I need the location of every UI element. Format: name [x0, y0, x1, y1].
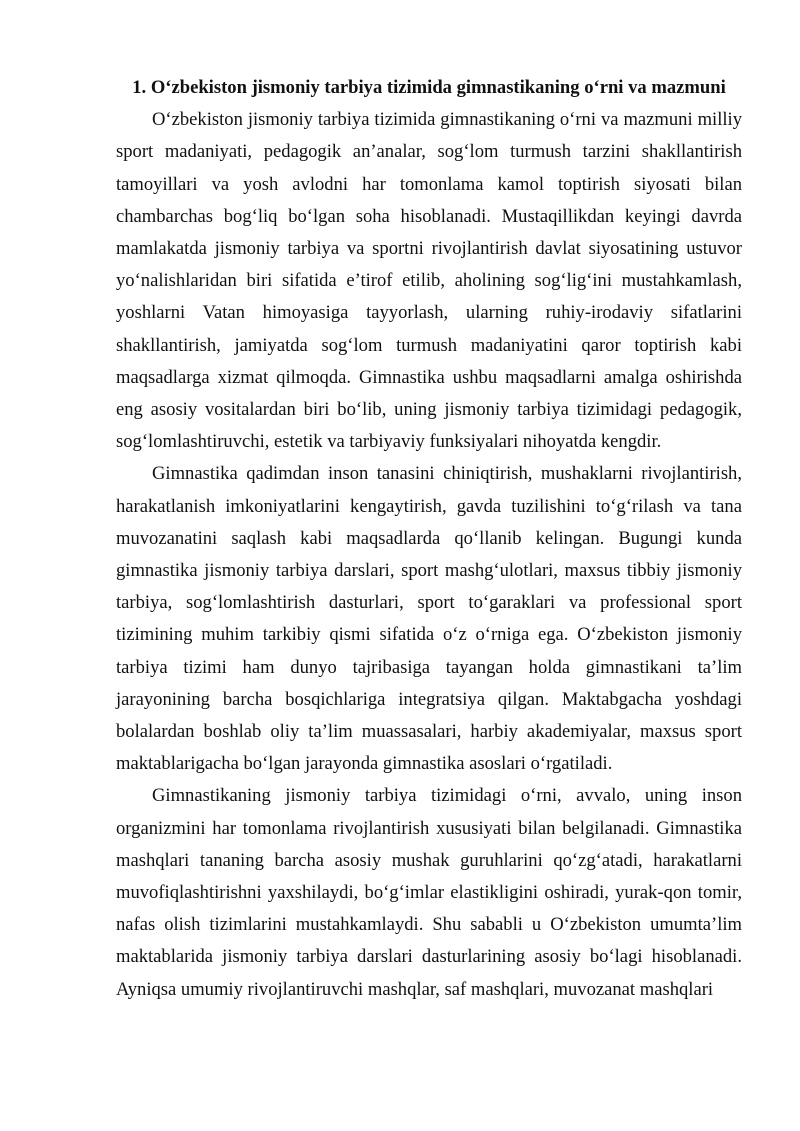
section-heading: 1. O‘zbekiston jismoniy tarbiya tizimida gimnastikaning o‘rni va mazmuni: [132, 77, 726, 98]
paragraph-2: Gimnastika qadimdan inson tanasini chiniqtirish, mushaklarni rivojlantirish, harakatlanish imkoniyatlarini kengaytirish, gavda tuzilishini to‘g‘rilash va tana muvozanatini saqlash kabi maqsadlarda qo‘llanib kelingan. Bugungi kunda gimnastika jismoniy tarbiya darslari, sport mashg‘ulotlari, maxsus tibbiy jismoniy tarbiya, sog‘lomlashtirish dasturlari, sport to‘garaklari va professional sport tizimining muhim tarkibiy qismi sifatida o‘z o‘rniga ega. O‘zbekiston jismoniy tarbiya tizimi ham dunyo tajribasiga tayangan holda gimnastikani ta’lim jarayonining barcha bosqichlariga integratsiya qilgan. Maktabgacha yoshdagi bolalardan boshlab oliy ta’lim muassasalari, harbiy akademiyalar, maxsus sport maktablarigacha bo‘lgan jarayonda gimnastika asoslari o‘rgatiladi.: [116, 463, 742, 775]
document-body: [116, 72, 742, 1006]
paragraph-3: Gimnastikaning jismoniy tarbiya tizimidagi o‘rni, avvalo, uning inson organizmini har tomonlama rivojlantirish xususiyati bilan belgilanadi. Gimnastika mashqlari tananing barcha asosiy mushak guruhlarini qo‘zg‘atadi, harakatlarni muvofiqlashtirishni yaxshilaydi, bo‘g‘imlar elastikligini oshiradi, yurak-qon tomir, nafas olish tizimlarini mustahkamlaydi. Shu sababli u O‘zbekiston umumta’lim maktablarida jismoniy tarbiya darslari dasturlarining asosiy bo‘lagi hisoblanadi. Ayniqsa umumiy rivojlantiruvchi mashqlar, saf mashqlari, muvozanat mashqlari: [116, 785, 742, 1000]
paragraph-1: O‘zbekiston jismoniy tarbiya tizimida gimnastikaning o‘rni va mazmuni milliy sport madaniyati, pedagogik an’analar, sog‘lom turmush tarzini shakllantirish tamoyillari va yosh avlodni har tomonlama kamol toptirish siyosati bilan chambarchas bog‘liq bo‘lgan soha hisoblanadi. Mustaqillikdan keyingi davrda mamlakatda jismoniy tarbiya va sportni rivojlantirish davlat siyosatining ustuvor yo‘nalishlaridan biri sifatida e’tirof etilib, aholining sog‘lig‘ini mustahkamlash, yoshlarni Vatan himoyasiga tayyorlash, ularning ruhiy-irodaviy sifatlarini shakllantirish, jamiyatda sog‘lom turmush madaniyatini qaror toptirish kabi maqsadlarga xizmat qilmoqda. Gimnastika ushbu maqsadlarni amalga oshirishda eng asosiy vositalardan biri bo‘lib, uning jismoniy tarbiya tizimidagi pedagogik, sog‘lomlashtiruvchi, estetik va tarbiyaviy funksiyalari nihoyatda kengdir.: [116, 109, 742, 453]
